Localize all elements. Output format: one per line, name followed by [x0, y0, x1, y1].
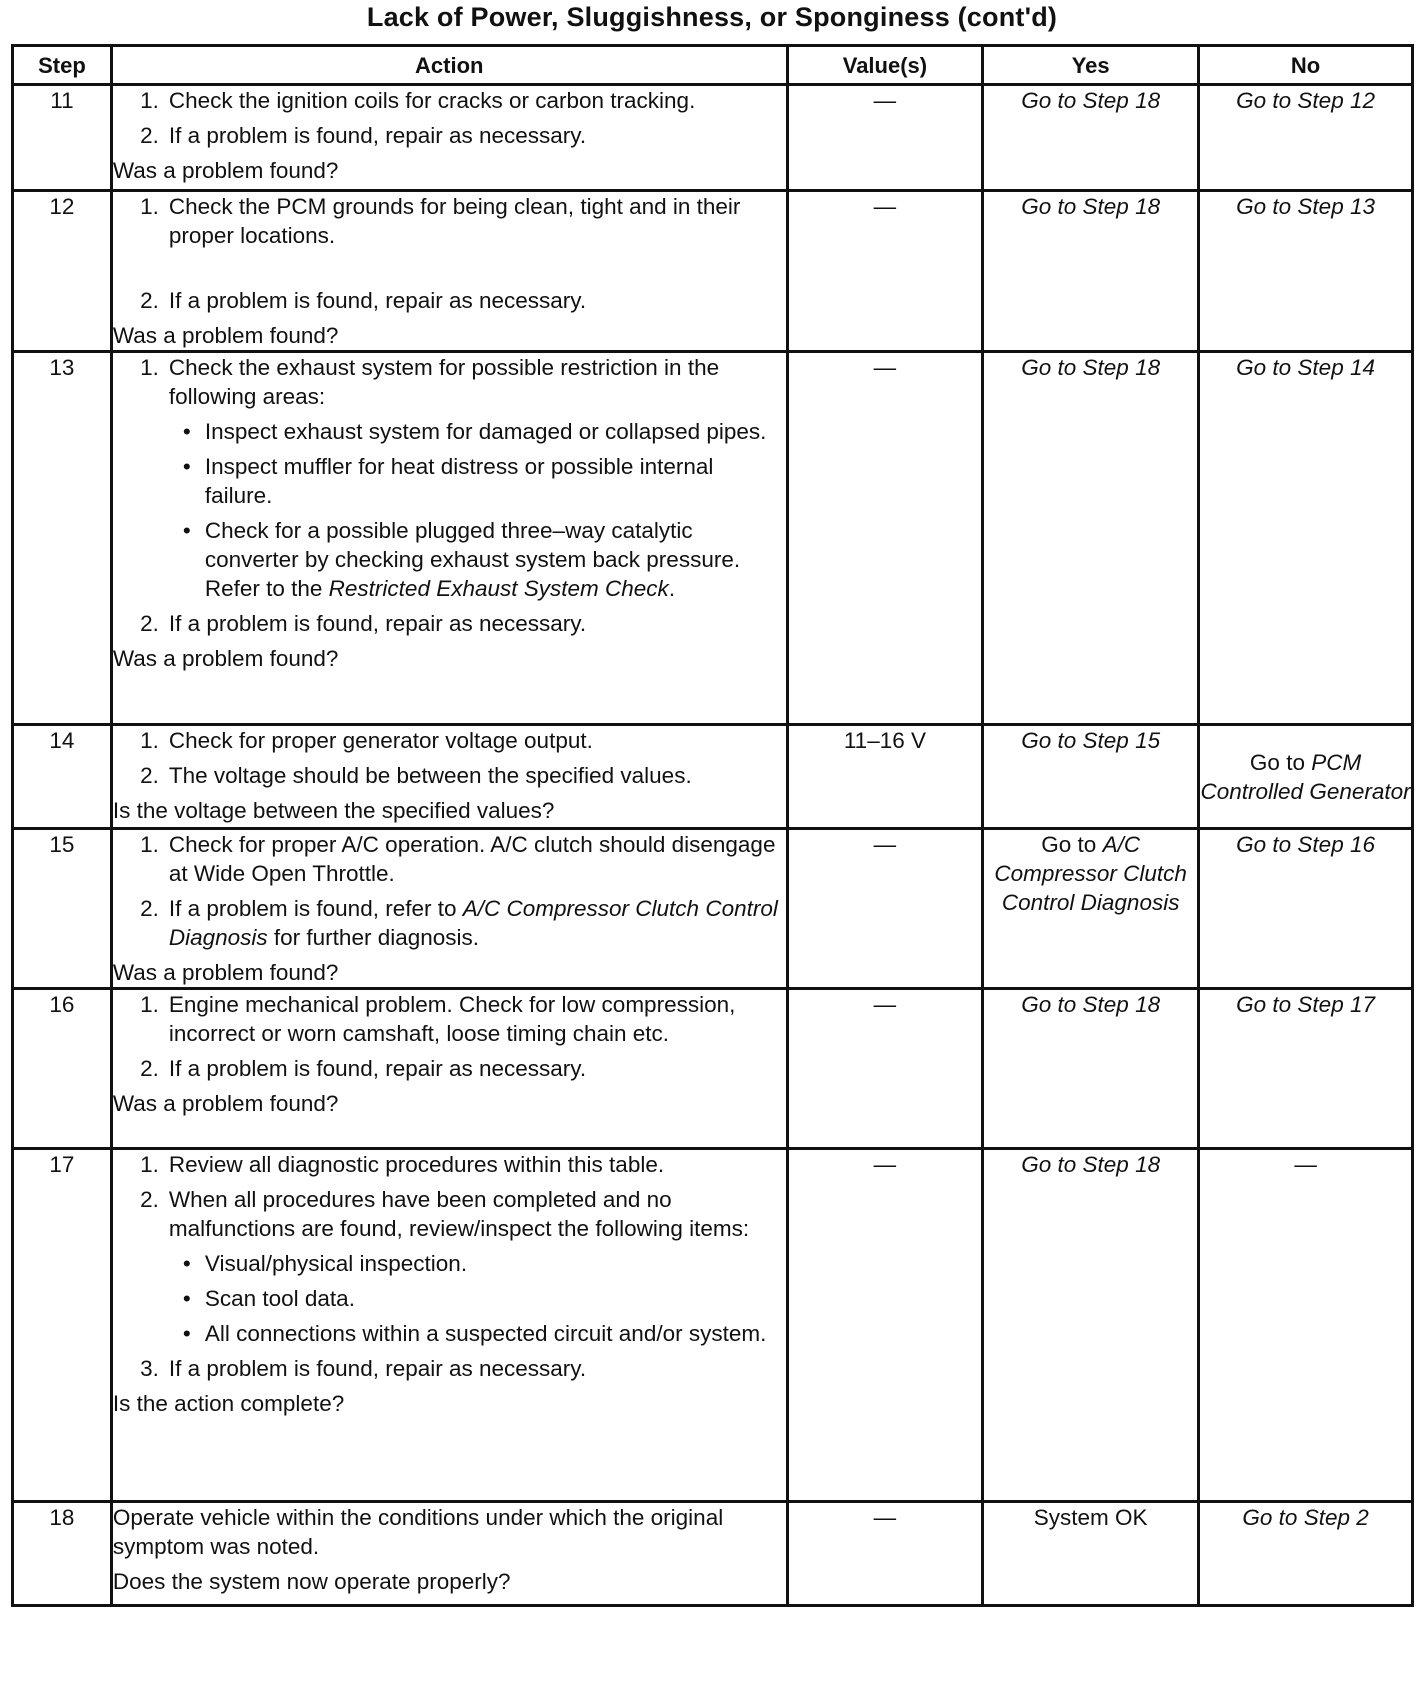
yes-cell: Go to Step 18 — [983, 85, 1199, 191]
spacer — [113, 256, 786, 286]
header-yes: Yes — [983, 46, 1199, 85]
value-cell: — — [787, 352, 983, 725]
value-cell: 11–16 V — [787, 725, 983, 829]
action-cell — [111, 1502, 787, 1606]
yes-cell: Go to Step 18 — [983, 352, 1199, 725]
result-prefix: Go to — [1041, 832, 1103, 857]
list-item — [113, 830, 786, 888]
bullet-item — [169, 1284, 786, 1313]
question: Was a problem found? — [112, 323, 339, 348]
list-item — [113, 1054, 786, 1083]
item-text: Review all diagnostic procedures within this table. — [168, 1152, 665, 1177]
header-step: Step — [13, 46, 112, 85]
item-text: Check the ignition coils for cracks or carbon tracking. — [168, 88, 696, 113]
table-row — [13, 725, 1413, 829]
item-number: 2. — [140, 611, 159, 636]
table-row — [13, 989, 1413, 1149]
list-item — [113, 1354, 786, 1383]
bullet-text-part: . — [668, 576, 676, 601]
question: Was a problem found? — [112, 646, 339, 671]
list-item — [113, 761, 786, 790]
header-values: Value(s) — [787, 46, 983, 85]
table-row — [13, 1502, 1413, 1606]
item-number: 2. — [140, 1187, 159, 1212]
item-number: 1. — [140, 194, 159, 219]
item-number: 1. — [140, 992, 159, 1017]
item-text: Check for proper generator voltage output. — [168, 728, 593, 753]
no-cell: Go to Step 16 — [1199, 829, 1413, 989]
item-text-part: for further diagnosis. — [267, 925, 480, 950]
reference-link-text: A/C Compressor Clutch Control Diagnosis — [994, 832, 1187, 915]
item-text — [169, 894, 786, 952]
item-text-part: If a problem is found, refer to — [168, 896, 463, 921]
action-cell — [111, 829, 787, 989]
value-cell: — — [787, 989, 983, 1149]
question: Is the action complete? — [112, 1391, 345, 1416]
list-item — [113, 990, 786, 1048]
question: Was a problem found? — [112, 158, 339, 183]
no-cell: Go to Step 12 — [1199, 85, 1413, 191]
list-item — [113, 353, 786, 411]
step-number: 17 — [13, 1149, 112, 1502]
yes-cell: System OK — [983, 1502, 1199, 1606]
diagnostic-table — [11, 44, 1414, 1607]
item-text: Check the PCM grounds for being clean, tight and in their proper locations. — [168, 194, 741, 248]
yes-cell — [983, 829, 1199, 989]
bullet-text: Scan tool data. — [204, 1286, 355, 1311]
step-number: 15 — [13, 829, 112, 989]
yes-cell: Go to Step 18 — [983, 1149, 1199, 1502]
bullet-icon: • — [182, 1321, 191, 1346]
list-item — [113, 609, 786, 638]
bullet-text: Visual/physical inspection. — [204, 1251, 468, 1276]
header-no: No — [1199, 46, 1413, 85]
action-cell — [111, 989, 787, 1149]
item-text: When all procedures have been completed and no malfunctions are found, review/inspect the following items: — [168, 1187, 750, 1241]
bullet-item — [169, 452, 786, 510]
value-cell: — — [787, 829, 983, 989]
bullet-icon: • — [182, 1286, 191, 1311]
bullet-icon: • — [182, 1251, 191, 1276]
item-number: 1. — [140, 832, 159, 857]
item-number: 2. — [140, 288, 159, 313]
list-item — [113, 1185, 786, 1243]
table-row — [13, 191, 1413, 352]
question: Was a problem found? — [112, 1091, 339, 1116]
list-item — [113, 286, 786, 315]
item-number: 1. — [140, 1152, 159, 1177]
reference-link-text: A/C Compressor Clutch Control Diagnosis — [168, 896, 778, 950]
bullet-text — [205, 516, 786, 603]
value-cell: — — [787, 85, 983, 191]
question: Does the system now operate properly? — [112, 1569, 511, 1594]
list-item — [113, 1150, 786, 1179]
yes-cell: Go to Step 18 — [983, 191, 1199, 352]
bullet-icon: • — [182, 518, 191, 543]
list-item — [113, 86, 786, 115]
bullet-icon: • — [182, 419, 191, 444]
bullet-text: Inspect exhaust system for damaged or collapsed pipes. — [204, 419, 767, 444]
action-text: Operate vehicle within the conditions under which the original symptom was noted. — [112, 1505, 724, 1559]
step-number: 13 — [13, 352, 112, 725]
header-action: Action — [111, 46, 787, 85]
item-text: If a problem is found, repair as necessary. — [168, 611, 587, 636]
table-header-row — [13, 46, 1413, 85]
no-cell: Go to Step 14 — [1199, 352, 1413, 725]
item-text: Engine mechanical problem. Check for low compression, incorrect or worn camshaft, loose timing chain etc. — [168, 992, 736, 1046]
reference-link-text: PCM Controlled Generator — [1200, 749, 1411, 804]
item-text: Check for proper A/C operation. A/C clutch should disengage at Wide Open Throttle. — [168, 832, 776, 886]
value-cell: — — [787, 1502, 983, 1606]
result-prefix: Go to — [1249, 749, 1312, 775]
bullet-item — [169, 516, 786, 603]
list-item — [113, 894, 786, 952]
table-row — [13, 829, 1413, 989]
list-item — [113, 726, 786, 755]
bullet-item — [169, 1319, 786, 1348]
no-cell: Go to Step 2 — [1199, 1502, 1413, 1606]
item-number: 1. — [140, 728, 159, 753]
action-cell — [111, 85, 787, 191]
bullet-item — [169, 1249, 786, 1278]
question: Is the voltage between the specified values? — [112, 798, 555, 823]
list-item — [113, 192, 786, 250]
item-number: 2. — [140, 123, 159, 148]
bullet-text: All connections within a suspected circuit and/or system. — [204, 1321, 767, 1346]
no-cell: Go to Step 13 — [1199, 191, 1413, 352]
list-item — [113, 121, 786, 150]
table-row — [13, 352, 1413, 725]
item-text: If a problem is found, repair as necessary. — [168, 1056, 587, 1081]
item-text: If a problem is found, repair as necessary. — [168, 1356, 587, 1381]
item-number: 2. — [140, 896, 159, 921]
item-text: If a problem is found, repair as necessary. — [168, 123, 587, 148]
no-cell: — — [1199, 1149, 1413, 1502]
yes-cell: Go to Step 15 — [983, 725, 1199, 829]
item-text: The voltage should be between the specified values. — [168, 763, 692, 788]
bullet-item — [169, 417, 786, 446]
item-number: 1. — [140, 88, 159, 113]
page-title: Lack of Power, Sluggishness, or Sponginess (cont'd) — [366, 2, 1058, 32]
question: Was a problem found? — [112, 960, 339, 985]
step-number: 16 — [13, 989, 112, 1149]
bullet-text: Inspect muffler for heat distress or possible internal failure. — [204, 454, 714, 508]
step-number: 14 — [13, 725, 112, 829]
table-row — [13, 85, 1413, 191]
action-cell — [111, 191, 787, 352]
bullet-icon: • — [182, 454, 191, 479]
no-cell: Go to Step 17 — [1199, 989, 1413, 1149]
value-cell: — — [787, 1149, 983, 1502]
table-row — [13, 1149, 1413, 1502]
bullet-text-part: Check for a possible plugged three–way catalytic converter by checking exhaust system back pressure. Refer to the — [204, 518, 741, 601]
step-number: 11 — [13, 85, 112, 191]
item-text: Check the exhaust system for possible restriction in the following areas: — [168, 355, 720, 409]
item-number: 2. — [140, 1056, 159, 1081]
item-number: 2. — [140, 763, 159, 788]
step-number: 12 — [13, 191, 112, 352]
item-number: 1. — [140, 355, 159, 380]
yes-cell: Go to Step 18 — [983, 989, 1199, 1149]
action-cell — [111, 1149, 787, 1502]
step-number: 18 — [13, 1502, 112, 1606]
item-text: If a problem is found, repair as necessary. — [168, 288, 587, 313]
item-number: 3. — [140, 1356, 159, 1381]
reference-link-text: Restricted Exhaust System Check — [328, 576, 669, 601]
action-cell — [111, 352, 787, 725]
no-cell — [1199, 725, 1413, 829]
action-cell — [111, 725, 787, 829]
value-cell: — — [787, 191, 983, 352]
